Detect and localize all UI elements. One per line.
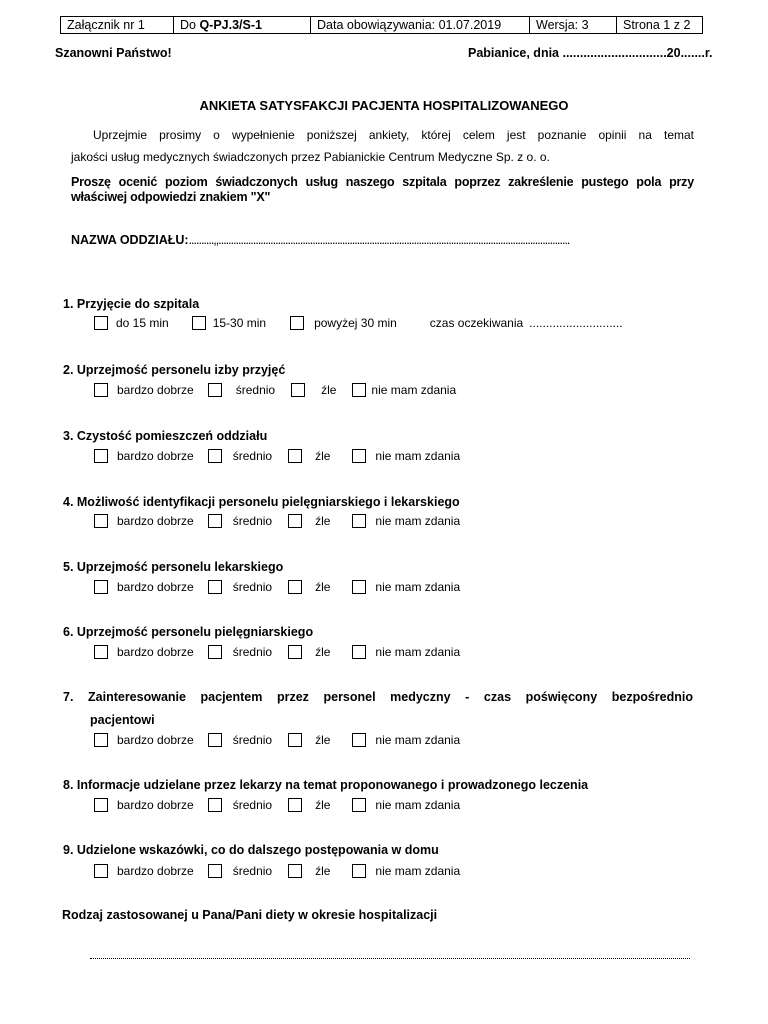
q4-very-good[interactable]: bardzo dobrze	[94, 514, 194, 528]
checkbox[interactable]	[208, 514, 222, 528]
checkbox[interactable]	[94, 733, 108, 747]
question-7-title: 7. Zainteresowanie pacjentem przez personel medyczny - czas poświęcony bezpośrednio	[63, 690, 693, 704]
checkbox[interactable]	[352, 798, 366, 812]
q4-no-opinion[interactable]: nie mam zdania	[352, 514, 460, 528]
q5-average[interactable]: średnio	[208, 580, 272, 594]
question-4-options	[94, 514, 460, 528]
checkbox[interactable]	[94, 316, 108, 330]
intro-line-2: jakości usług medycznych świadczonych przez Pabianickie Centrum Medyczne Sp. z o. o.	[71, 150, 550, 164]
q6-average[interactable]: średnio	[208, 645, 272, 659]
q7-average[interactable]: średnio	[208, 733, 272, 747]
checkbox[interactable]	[352, 864, 366, 878]
checkbox[interactable]	[208, 645, 222, 659]
q2-bad[interactable]: źle	[291, 383, 336, 397]
checkbox[interactable]	[352, 580, 366, 594]
question-2-title: 2. Uprzejmość personelu izby przyjęć	[63, 363, 286, 377]
q1-option-over30min[interactable]: powyżej 30 min	[290, 316, 397, 330]
instruction-text: Proszę ocenić poziom świadczonych usług naszego szpitala poprzez zakreślenie pustego pola przy właściwej odpowiedzi znakiem "X"	[71, 175, 694, 204]
checkbox[interactable]	[288, 580, 302, 594]
checkbox[interactable]	[288, 645, 302, 659]
attachment-cell: Załącznik nr 1	[61, 17, 174, 34]
checkbox[interactable]	[208, 449, 222, 463]
checkbox[interactable]	[94, 449, 108, 463]
q2-average[interactable]: średnio	[208, 383, 275, 397]
q3-very-good[interactable]: bardzo dobrze	[94, 449, 194, 463]
place-date[interactable]: Pabianice, dnia ..............................20.......r.	[468, 46, 713, 60]
checkbox[interactable]	[208, 864, 222, 878]
version-cell: Wersja: 3	[530, 17, 617, 34]
checkbox[interactable]	[208, 383, 222, 397]
question-9-title: 9. Udzielone wskazówki, co do dalszego postępowania w domu	[63, 843, 439, 857]
q8-very-good[interactable]: bardzo dobrze	[94, 798, 194, 812]
checkbox[interactable]	[288, 864, 302, 878]
q8-average[interactable]: średnio	[208, 798, 272, 812]
checkbox[interactable]	[352, 645, 366, 659]
question-3-title: 3. Czystość pomieszczeń oddziału	[63, 429, 268, 443]
checkbox[interactable]	[94, 798, 108, 812]
checkbox[interactable]	[290, 316, 304, 330]
q6-very-good[interactable]: bardzo dobrze	[94, 645, 194, 659]
doc-code: Q-PJ.3/S-1	[199, 18, 262, 32]
question-5-title: 5. Uprzejmość personelu lekarskiego	[63, 560, 284, 574]
question-6-title: 6. Uprzejmość personelu pielęgniarskiego	[63, 625, 314, 639]
q3-bad[interactable]: źle	[288, 449, 330, 463]
checkbox[interactable]	[291, 383, 305, 397]
q8-no-opinion[interactable]: nie mam zdania	[352, 798, 460, 812]
question-8-options	[94, 798, 460, 812]
checkbox[interactable]	[208, 580, 222, 594]
intro-line-1: Uprzejmie prosimy o wypełnienie poniższej ankiety, której celem jest poznanie opinii na temat	[93, 128, 694, 142]
department-dots[interactable]: ..........,,..............................................................................................................................................	[188, 233, 570, 247]
q6-bad[interactable]: źle	[288, 645, 330, 659]
q9-no-opinion[interactable]: nie mam zdania	[352, 864, 460, 878]
checkbox[interactable]	[352, 733, 366, 747]
diet-answer-line[interactable]	[90, 958, 690, 959]
question-3-options	[94, 449, 460, 463]
q2-no-opinion[interactable]: nie mam zdania	[352, 383, 456, 397]
checkbox[interactable]	[288, 449, 302, 463]
q1-option-15-30min[interactable]: 15-30 min	[192, 316, 266, 330]
checkbox[interactable]	[94, 864, 108, 878]
q1-option-15min[interactable]: do 15 min	[94, 316, 169, 330]
checkbox[interactable]	[208, 733, 222, 747]
checkbox[interactable]	[94, 514, 108, 528]
checkbox[interactable]	[288, 798, 302, 812]
checkbox[interactable]	[94, 580, 108, 594]
survey-title: ANKIETA SATYSFAKCJI PACJENTA HOSPITALIZOWANEGO	[199, 98, 569, 113]
doc-prefix: Do	[180, 18, 200, 32]
q4-bad[interactable]: źle	[288, 514, 330, 528]
q2-very-good[interactable]: bardzo dobrze	[94, 383, 194, 397]
checkbox[interactable]	[352, 514, 366, 528]
question-6-options	[94, 645, 460, 659]
q4-average[interactable]: średnio	[208, 514, 272, 528]
valid-date-cell: Data obowiązywania: 01.07.2019	[311, 17, 530, 34]
checkbox[interactable]	[94, 645, 108, 659]
question-1-title: 1. Przyjęcie do szpitala	[63, 297, 200, 311]
question-4-title: 4. Możliwość identyfikacji personelu pielęgniarskiego i lekarskiego	[63, 495, 460, 509]
checkbox[interactable]	[208, 798, 222, 812]
q7-very-good[interactable]: bardzo dobrze	[94, 733, 194, 747]
q9-average[interactable]: średnio	[208, 864, 272, 878]
page-cell: Strona 1 z 2	[617, 17, 703, 34]
checkbox[interactable]	[352, 449, 366, 463]
q5-very-good[interactable]: bardzo dobrze	[94, 580, 194, 594]
question-2-options	[94, 383, 456, 397]
question-8-title: 8. Informacje udzielane przez lekarzy na temat proponowanego i prowadzonego leczenia	[63, 778, 589, 792]
q3-average[interactable]: średnio	[208, 449, 272, 463]
checkbox[interactable]	[94, 383, 108, 397]
doc-code-cell	[174, 17, 311, 34]
checkbox[interactable]	[192, 316, 206, 330]
checkbox[interactable]	[352, 383, 366, 397]
q5-bad[interactable]: źle	[288, 580, 330, 594]
question-7-title-cont: pacjentowi	[90, 713, 155, 727]
q7-no-opinion[interactable]: nie mam zdania	[352, 733, 460, 747]
q1-wait-time[interactable]: czas oczekiwania ............................	[429, 316, 623, 330]
intro-text	[71, 124, 694, 168]
department-field[interactable]	[71, 233, 569, 247]
checkbox[interactable]	[288, 514, 302, 528]
diet-question: Rodzaj zastosowanej u Pana/Pani diety w okresie hospitalizacji	[62, 908, 438, 922]
q5-no-opinion[interactable]: nie mam zdania	[352, 580, 460, 594]
checkbox[interactable]	[288, 733, 302, 747]
department-label: NAZWA ODDZIAŁU:	[71, 233, 189, 247]
q6-no-opinion[interactable]: nie mam zdania	[352, 645, 460, 659]
question-9-options	[94, 864, 460, 878]
question-5-options	[94, 580, 460, 594]
q9-very-good[interactable]: bardzo dobrze	[94, 864, 194, 878]
q9-bad[interactable]: źle	[288, 864, 330, 878]
question-7-options	[94, 733, 460, 747]
greeting: Szanowni Państwo!	[55, 46, 172, 60]
question-1-options	[94, 316, 623, 330]
q7-bad[interactable]: źle	[288, 733, 330, 747]
document-header-table	[60, 16, 703, 34]
q3-no-opinion[interactable]: nie mam zdania	[352, 449, 460, 463]
q8-bad[interactable]: źle	[288, 798, 330, 812]
